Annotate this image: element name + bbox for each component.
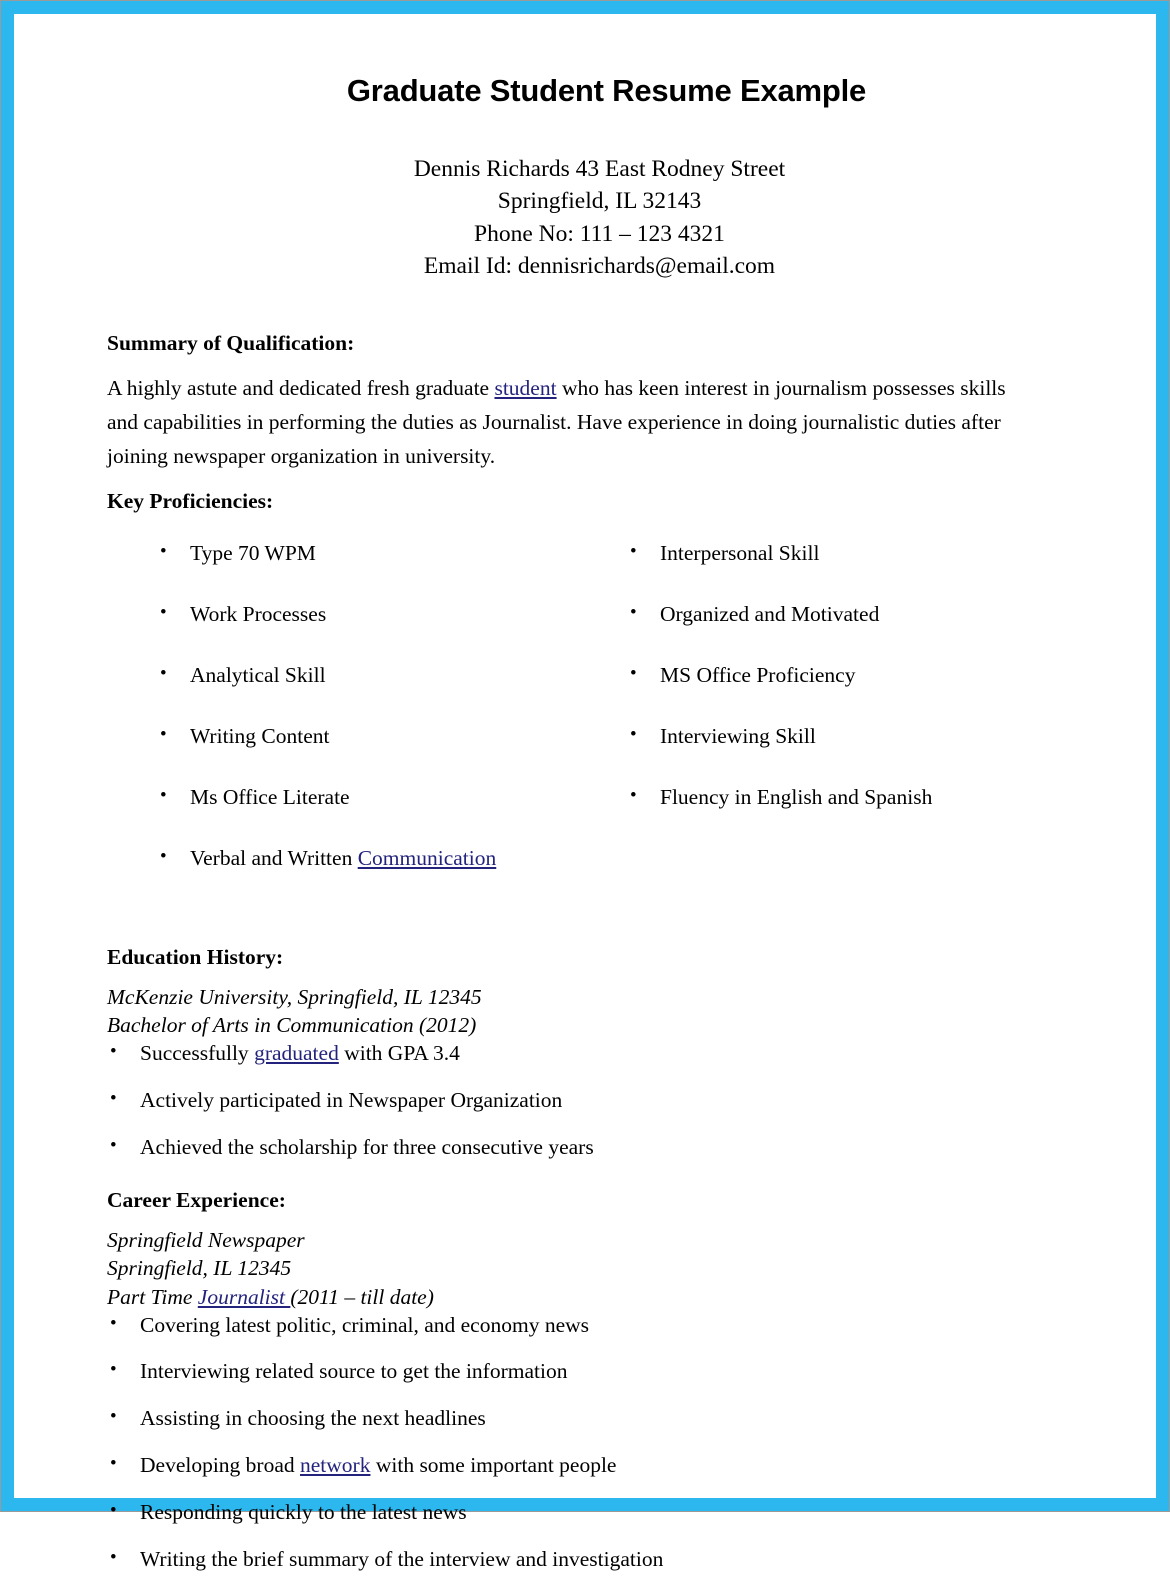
summary-text-before-link: A highly astute and dedicated fresh graduate: [107, 376, 495, 401]
summary-text-after-link: who has keen interest in journalism possesses skills and capabilities in performing the duties as Journalist. Have experience in doing journalistic duties after joining newspaper organization in university.: [107, 376, 1006, 469]
list-item: [107, 1405, 1078, 1433]
education-bullet-label: Achieved the scholarship for three consecutive years: [140, 1134, 594, 1159]
list-item: [107, 1134, 1078, 1162]
list-item: [627, 723, 1047, 751]
list-item: [157, 540, 602, 568]
summary-heading: Summary of Qualification:: [107, 331, 355, 356]
list-item: [157, 845, 602, 873]
proficiency-label: Organized and Motivated: [660, 602, 880, 627]
contact-phone: Phone No: 111 – 123 4321: [474, 220, 725, 247]
education-school: McKenzie University, Springfield, IL 12345: [107, 984, 482, 1009]
career-bullet-label: Covering latest politic, criminal, and economy news: [140, 1312, 590, 1337]
section-career-experience: [107, 1187, 1078, 1574]
summary-paragraph: [107, 372, 1019, 474]
section-education-history: [107, 944, 1078, 1162]
list-item: [107, 1546, 1078, 1574]
career-heading: Career Experience:: [107, 1187, 286, 1212]
contact-block: [107, 153, 1078, 283]
network-link[interactable]: network: [300, 1453, 371, 1478]
graduated-link[interactable]: graduated: [254, 1040, 339, 1065]
list-item: [627, 540, 1047, 568]
list-item: [157, 662, 602, 690]
career-bullet-label: Assisting in choosing the next headlines: [140, 1406, 486, 1431]
communication-link[interactable]: Communication: [357, 845, 497, 870]
proficiency-label: Work Processes: [190, 602, 327, 627]
career-role-line: [107, 1283, 1078, 1312]
proficiencies-right-list: [627, 540, 1047, 812]
proficiency-label: Interviewing Skill: [660, 724, 816, 749]
page-title: Graduate Student Resume Example: [346, 73, 867, 108]
list-item: [627, 601, 1047, 629]
career-bullet-label: Interviewing related source to get the information: [140, 1359, 568, 1384]
proficiencies-left-column: [107, 540, 602, 906]
contact-city-state-zip: Springfield, IL 32143: [497, 188, 702, 215]
education-bullet-label: Actively participated in Newspaper Organization: [140, 1087, 563, 1112]
career-bullet-prefix: Developing broad: [140, 1453, 301, 1478]
career-bullet-suffix: with some important people: [370, 1453, 617, 1478]
education-bullet-suffix: with GPA 3.4: [338, 1040, 460, 1065]
education-degree: Bachelor of Arts in Communication (2012): [107, 1013, 477, 1038]
list-item: [107, 1499, 1078, 1527]
career-bullet-list: [107, 1312, 1078, 1575]
list-item: [107, 1040, 1078, 1068]
list-item: [107, 1452, 1078, 1480]
proficiency-label: Verbal and Written: [190, 845, 358, 870]
proficiency-label: Type 70 WPM: [190, 541, 316, 566]
career-employer: Springfield Newspaper: [107, 1227, 305, 1252]
list-item: [157, 723, 602, 751]
proficiencies-right-column: [602, 540, 1047, 906]
journalist-link[interactable]: Journalist: [197, 1284, 291, 1309]
proficiency-label: Fluency in English and Spanish: [660, 784, 933, 809]
list-item: [107, 1087, 1078, 1115]
contact-name-address: Dennis Richards 43 East Rodney Street: [413, 155, 786, 182]
section-summary-of-qualification: [107, 330, 1078, 474]
education-bullet-prefix: Successfully: [140, 1040, 255, 1065]
career-employer-block: [107, 1226, 1078, 1312]
contact-email: Email Id: dennisrichards@email.com: [423, 253, 776, 280]
proficiency-label: Writing Content: [190, 724, 330, 749]
section-key-proficiencies: [107, 488, 1078, 906]
list-item: [107, 1312, 1078, 1340]
career-bullet-label: Responding quickly to the latest news: [140, 1500, 467, 1525]
proficiencies-columns: [107, 540, 1078, 906]
education-bullet-list: [107, 1040, 1078, 1162]
document-sheet: [14, 14, 1156, 1572]
career-location: Springfield, IL 12345: [107, 1256, 292, 1281]
education-institution-block: [107, 983, 1078, 1040]
list-item: [627, 662, 1047, 690]
proficiency-label: Interpersonal Skill: [660, 541, 820, 566]
resume-document: [14, 14, 1156, 1593]
proficiency-label: Ms Office Literate: [190, 784, 350, 809]
education-heading: Education History:: [107, 944, 284, 969]
proficiencies-left-list: [157, 540, 602, 873]
list-item: [107, 1358, 1078, 1386]
key-proficiencies-heading: Key Proficiencies:: [107, 489, 274, 514]
summary-student-link[interactable]: student: [494, 376, 557, 401]
list-item: [627, 784, 1047, 812]
career-bullet-label: Writing the brief summary of the interview and investigation: [140, 1547, 664, 1572]
career-role-prefix: Part Time: [107, 1284, 198, 1309]
career-role-suffix: (2011 – till date): [290, 1284, 434, 1309]
proficiency-label: Analytical Skill: [190, 663, 326, 688]
list-item: [157, 784, 602, 812]
list-item: [157, 601, 602, 629]
proficiency-label: MS Office Proficiency: [660, 663, 856, 688]
